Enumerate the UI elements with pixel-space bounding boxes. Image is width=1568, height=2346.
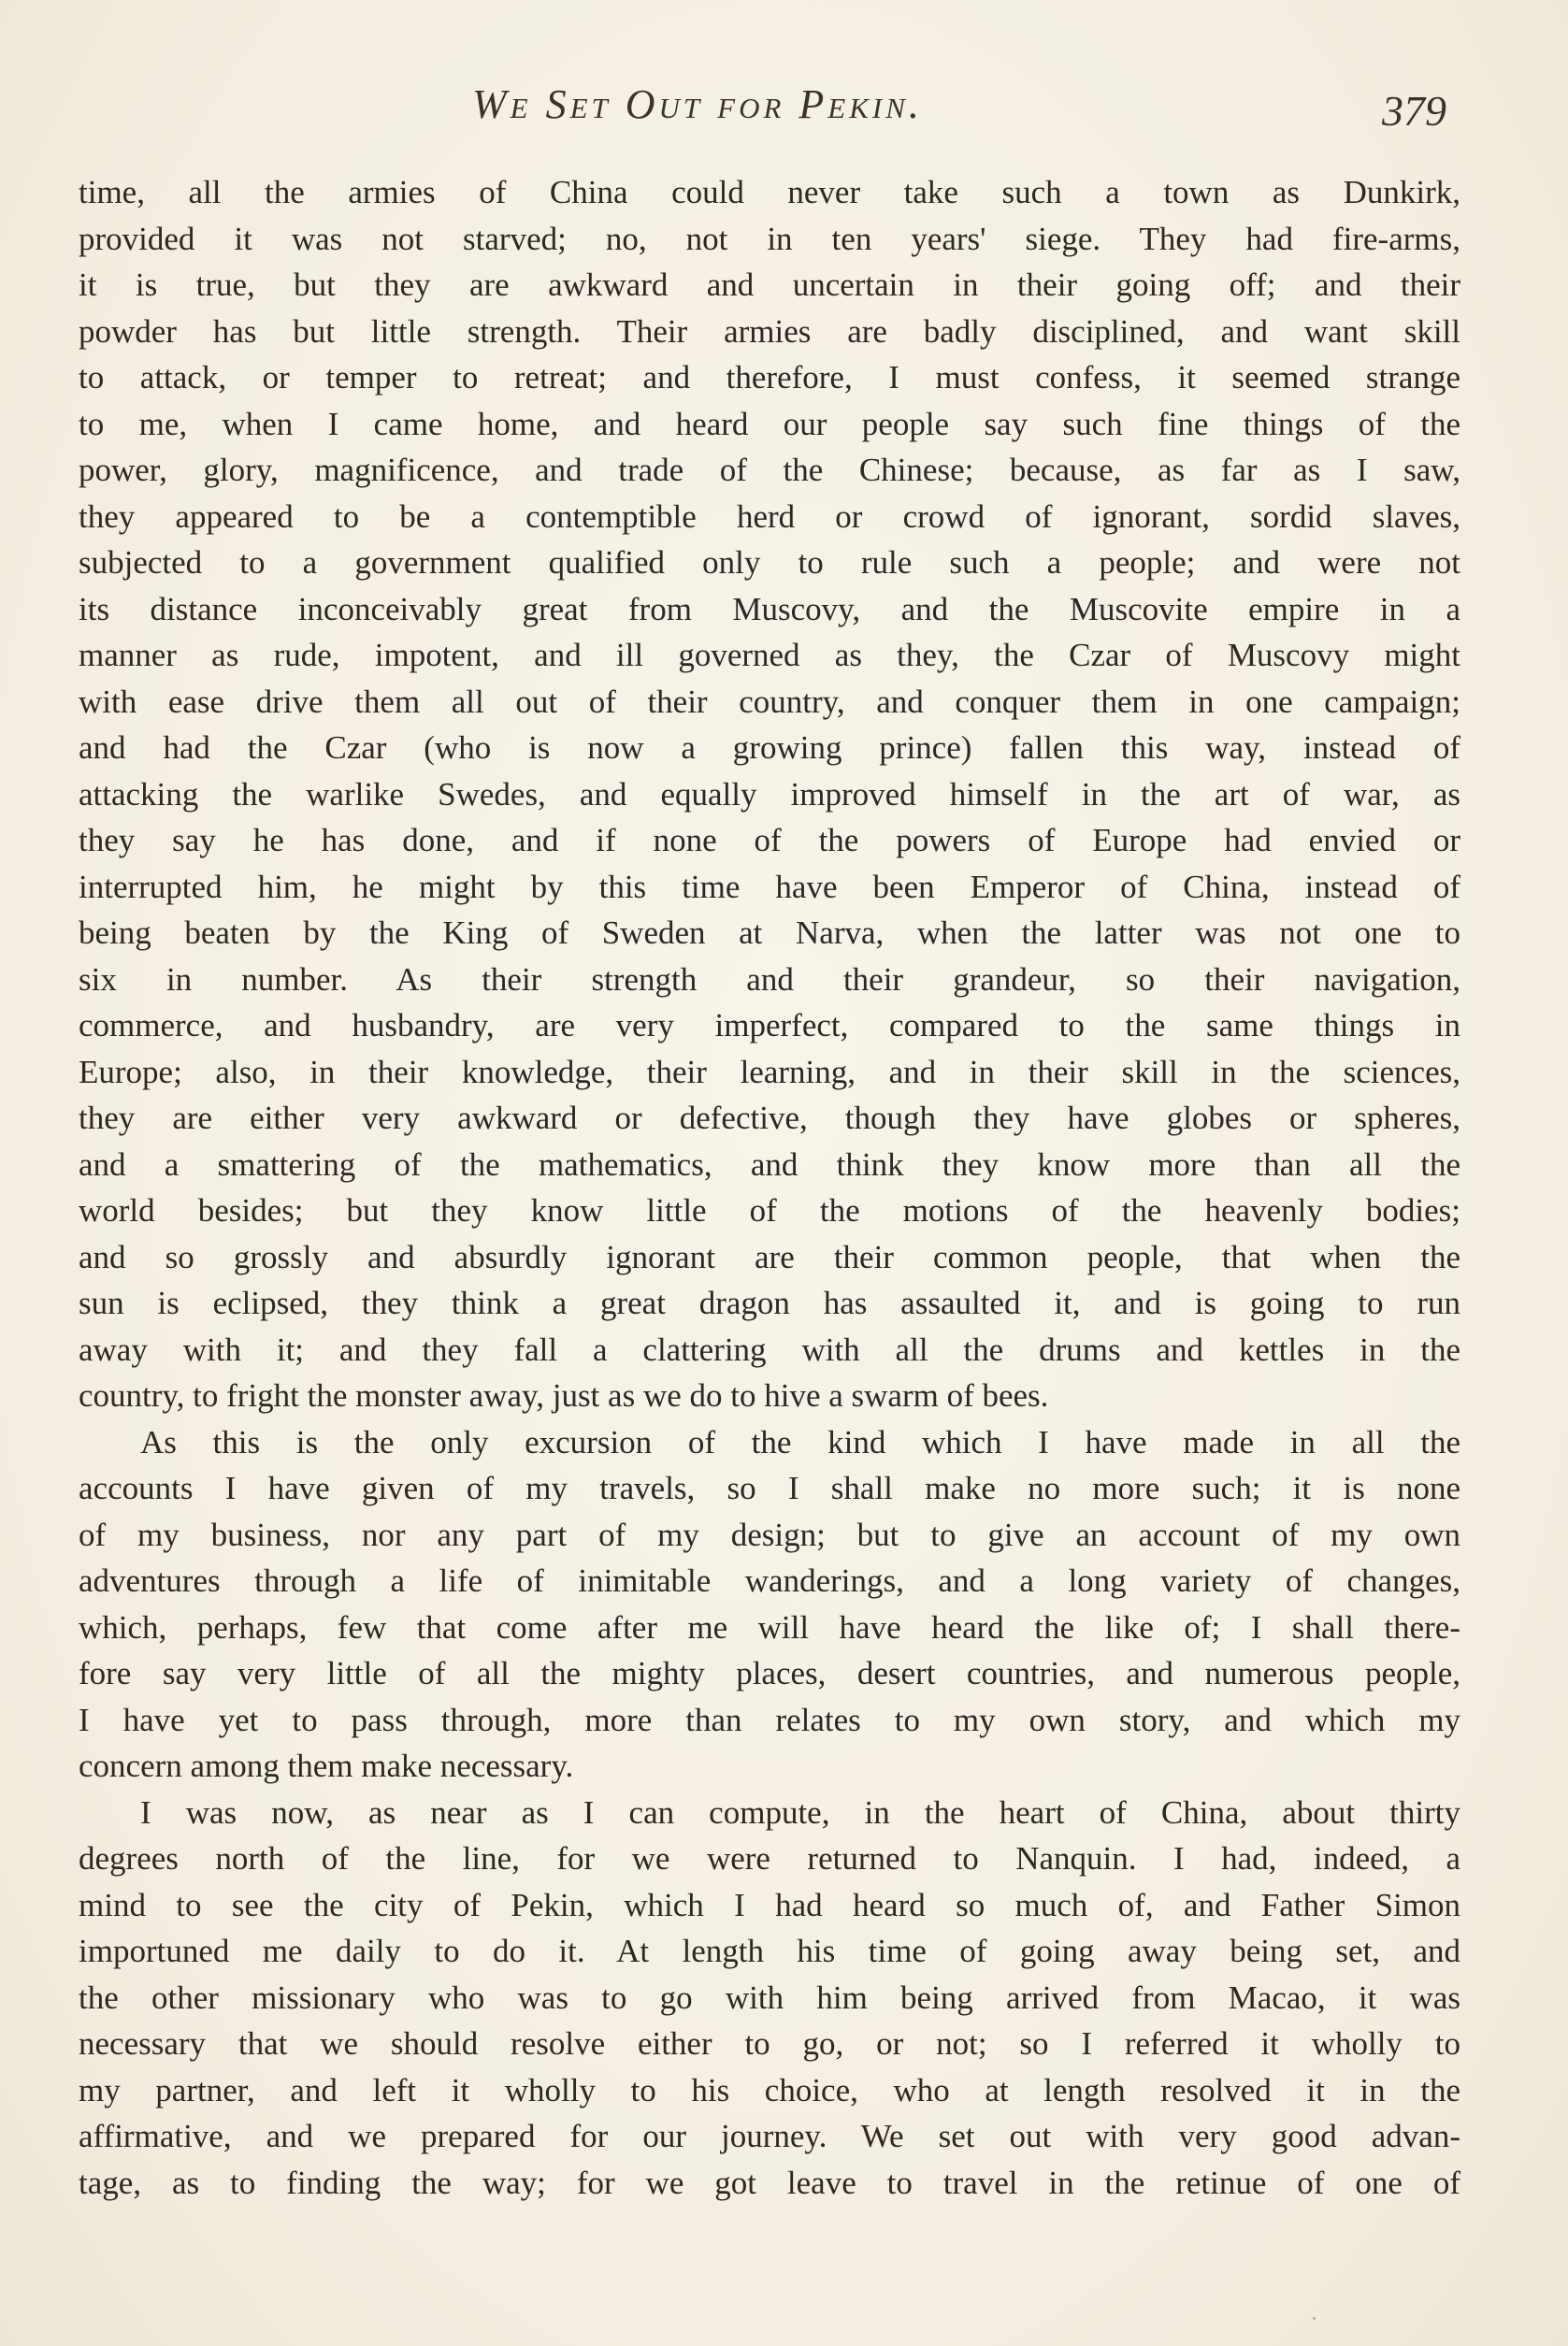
text-line: to me, when I came home, and heard our people say such fine things of the — [79, 405, 1460, 442]
text-line: the other missionary who was to go with him being arrived from Macao, it was — [79, 1979, 1460, 2016]
body-text — [79, 169, 1460, 2206]
text-line: they appeared to be a contemptible herd or crowd of ignorant, sordid slaves, — [79, 497, 1460, 535]
running-header — [0, 73, 1568, 138]
text-line: being beaten by the King of Sweden at Narva, when the latter was not one to — [79, 914, 1460, 951]
text-line: tage, as to finding the way; for we got leave to travel in the retinue of one of — [79, 2164, 1460, 2201]
page-number: 379 — [1382, 87, 1446, 135]
text-line: manner as rude, impotent, and ill governed as they, the Czar of Muscovy might — [79, 637, 1460, 673]
text-line: accounts I have given of my travels, so I shall make no more such; it is none — [79, 1470, 1460, 1506]
text-line: fore say very little of all the mighty places, desert countries, and numerous people, — [79, 1655, 1460, 1691]
text-line: attacking the warlike Swedes, and equally improved himself in the art of war, as — [79, 775, 1460, 813]
text-line: they are either very awkward or defective, though they have globes or spheres, — [79, 1100, 1460, 1136]
paper-speck — [1313, 2317, 1316, 2320]
text-line: necessary that we should resolve either to go, or not; so I referred it wholly to — [79, 2025, 1460, 2062]
text-line: I have yet to pass through, more than relates to my own story, and which my — [79, 1701, 1460, 1738]
paragraph-first-line: I was now, as near as I can compute, in the heart of China, about thirty — [140, 1793, 1460, 1831]
text-line: interrupted him, he might by this time have been Emperor of China, instead of — [79, 868, 1460, 905]
paragraph-end-line: concern among them make necessary. — [79, 1748, 574, 1784]
text-line: its distance inconceivably great from Muscovy, and the Muscovite empire in a — [79, 590, 1460, 627]
text-line: it is true, but they are awkward and uncertain in their going off; and their — [79, 266, 1460, 303]
text-line: adventures through a life of inimitable wanderings, and a long variety of changes, — [79, 1562, 1460, 1599]
text-line: away with it; and they fall a clattering with all the drums and kettles in the — [79, 1331, 1460, 1368]
text-line: and a smattering of the mathematics, and think they know more than all the — [79, 1145, 1460, 1183]
paragraph-end-line: country, to fright the monster away, just as we do to hive a swarm of bees. — [79, 1377, 1049, 1414]
text-line: to attack, or temper to retreat; and therefore, I must confess, it seemed strange — [79, 359, 1460, 396]
text-line: Europe; also, in their knowledge, their learning, and in their skill in the sciences, — [79, 1053, 1460, 1090]
text-line: power, glory, magnificence, and trade of the Chinese; because, as far as I saw, — [79, 452, 1460, 488]
text-line: sun is eclipsed, they think a great dragon has assaulted it, and is going to run — [79, 1285, 1460, 1321]
running-title: We Set Out for Pekin. — [472, 81, 923, 127]
text-line: importuned me daily to do it. At length his time of going away being set, and — [79, 1933, 1460, 1969]
text-line: and had the Czar (who is now a growing prince) fallen this way, instead of — [79, 729, 1460, 766]
text-line: they say he has done, and if none of the powers of Europe had envied or — [79, 822, 1460, 858]
text-line: world besides; but they know little of the motions of the heavenly bodies; — [79, 1192, 1460, 1229]
text-line: commerce, and husbandry, are very imperfect, compared to the same things in — [79, 1007, 1460, 1043]
text-line: of my business, nor any part of my design; but to give an account of my own — [79, 1516, 1460, 1553]
text-line: mind to see the city of Pekin, which I had heard so much of, and Father Simon — [79, 1886, 1460, 1923]
text-line: degrees north of the line, for we were returned to Nanquin. I had, indeed, a — [79, 1840, 1460, 1877]
text-line: provided it was not starved; no, not in ten years' siege. They had fire-arms, — [79, 220, 1460, 257]
text-line: which, perhaps, few that come after me will have heard the like of; I shall there- — [79, 1608, 1460, 1646]
text-line: powder has but little strength. Their armies are badly disciplined, and want skill — [79, 312, 1460, 350]
paragraph-first-line: As this is the only excursion of the kind which I have made in all the — [140, 1423, 1460, 1461]
text-line: time, all the armies of China could never take such a town as Dunkirk, — [79, 174, 1460, 210]
text-line: with ease drive them all out of their country, and conquer them in one campaign; — [79, 683, 1460, 720]
text-line: six in number. As their strength and their grandeur, so their navigation, — [79, 960, 1460, 998]
text-line: my partner, and left it wholly to his choice, who at length resolved it in the — [79, 2071, 1460, 2109]
text-line: affirmative, and we prepared for our journey. We set out with very good advan- — [79, 2118, 1460, 2154]
text-line: subjected to a government qualified only to rule such a people; and were not — [79, 544, 1460, 581]
text-line: and so grossly and absurdly ignorant are their common people, that when the — [79, 1238, 1460, 1275]
